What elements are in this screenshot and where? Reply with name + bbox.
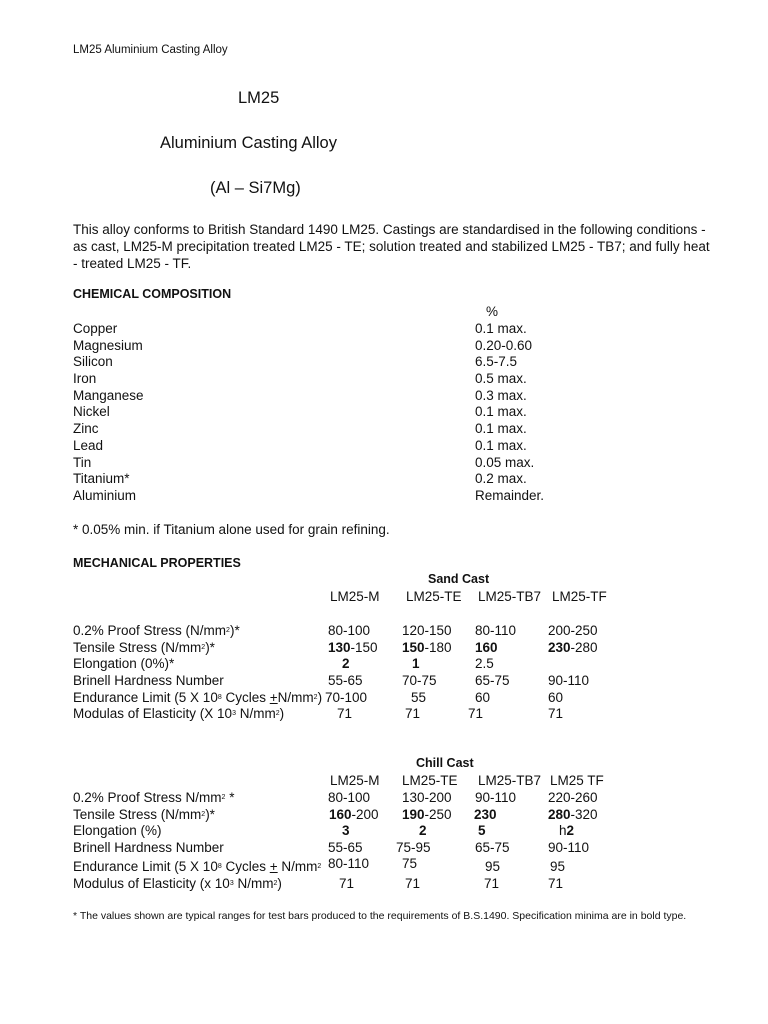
sand-brinell-value: 90-110 — [548, 673, 590, 688]
sand-endurance-value: 55 — [411, 690, 427, 705]
chill-endurance-label: Endurance Limit (5 X $10^8$ Cycles + $N/mm^2$ — [73, 859, 322, 874]
page-header: LM25 Aluminium Casting Alloy — [73, 44, 228, 56]
chem-value: 6.5-7.5 — [475, 354, 518, 369]
chill-tensile-value: 230 — [474, 807, 497, 822]
chem-value: 0.1 max. — [475, 438, 527, 453]
chill-brinell-value: 55-65 — [328, 840, 363, 855]
sand-modulus-value: 71 — [548, 706, 564, 721]
sand-tensile-value: 150-180 — [402, 640, 452, 655]
document-title: LM25 — [238, 89, 280, 107]
sand-tensile-value: 130-150 — [328, 640, 378, 655]
chem-element: Manganese — [73, 388, 144, 403]
alloy-formula: (Al – Si7Mg) — [210, 179, 301, 197]
chill-modulus-label: Modulus of Elasticity (x $10^3$ $N/mm^2$) — [73, 876, 282, 891]
sand-endurance-value: 60 — [475, 690, 491, 705]
chill-elongation-value: 3 — [342, 823, 350, 838]
chill-endurance-value: 80-110 — [328, 856, 370, 871]
mechanical-heading: MECHANICAL PROPERTIES — [73, 556, 241, 570]
sand-endurance-value: 60 — [548, 690, 564, 705]
chem-element: Magnesium — [73, 338, 143, 353]
chem-element: Silicon — [73, 354, 113, 369]
chill-endurance-value: 95 — [550, 859, 566, 874]
chill-proof-label: 0.2% Proof Stress $N/mm^2$ * — [73, 790, 235, 805]
chill-brinell-value: 75-95 — [396, 840, 431, 855]
chill-tensile-value: 280-320 — [548, 807, 598, 822]
sand-proof-value: 80-110 — [475, 623, 517, 638]
sand-elongation-label: Elongation (0%)* — [73, 656, 175, 671]
chill-tensile-label: Tensile Stress $(N/mm^2)*$ — [73, 807, 215, 822]
footnote: * The values shown are typical ranges for test bars produced to the requirements of B.S.1490. Specification minima are in bold type. — [73, 910, 687, 922]
sand-elongation-value: 2.5 — [475, 656, 494, 671]
chemical-heading: CHEMICAL COMPOSITION — [73, 287, 232, 301]
chill-modulus-value: 71 — [548, 876, 564, 891]
chem-value: 0.1 max. — [475, 404, 527, 419]
chill-brinell-value: 65-75 — [475, 840, 510, 855]
sand-elongation-value: 2 — [342, 656, 350, 671]
sand-proof-value: 80-100 — [328, 623, 371, 638]
sand-col-header: LM25-TF — [552, 589, 607, 604]
chill-brinell-label: Brinell Hardness Number — [73, 840, 224, 855]
titanium-note: * 0.05% min. if Titanium alone used for grain refining. — [73, 522, 390, 537]
chill-elongation-value: h2 — [559, 823, 575, 838]
sand-elongation-value: 1 — [412, 656, 420, 671]
sand-brinell-label: Brinell Hardness Number — [73, 673, 224, 688]
chill-proof-value: 220-260 — [548, 790, 598, 805]
sand-proof-value: 200-250 — [548, 623, 598, 638]
chill-modulus-value: 71 — [484, 876, 500, 891]
sand-modulus-value: 71 — [468, 706, 484, 721]
chill-brinell-value: 90-110 — [548, 840, 590, 855]
chill-elongation-label: Elongation (%) — [73, 823, 162, 838]
chem-element: Iron — [73, 371, 97, 386]
chill-endurance-value: 95 — [485, 859, 501, 874]
chill-col-header: LM25-TB7 — [478, 773, 542, 788]
document-subtitle: Aluminium Casting Alloy — [160, 134, 337, 152]
percent-unit: % — [486, 304, 499, 319]
sand-modulus-value: 71 — [337, 706, 353, 721]
sand-col-header: LM25-M — [330, 589, 380, 604]
sand-col-header: LM25-TE — [406, 589, 462, 604]
chem-value: 0.1 max. — [475, 321, 527, 336]
chill-tensile-value: 190-250 — [402, 807, 452, 822]
chem-element: Lead — [73, 438, 104, 453]
sand-endurance-label: Endurance Limit (5 X $10^8$ Cycles $+N/mm^2$) — [73, 690, 323, 705]
chem-element: Tin — [73, 455, 92, 470]
chem-value: 0.05 max. — [475, 455, 535, 470]
chill-modulus-value: 71 — [405, 876, 421, 891]
sand-endurance-value: 70-100 — [325, 690, 368, 705]
intro-paragraph: This alloy conforms to British Standard 1490 LM25. Castings are standardised in the following conditions - as cast, LM25-M precipitation treated LM25 - TE; solution treated and stabilized LM25 - TB7; and fully heat - treated LM25 - TF. — [73, 222, 710, 271]
chem-value: Remainder. — [475, 488, 545, 503]
sand-cast-heading: Sand Cast — [428, 572, 490, 586]
chill-elongation-value: 5 — [478, 823, 486, 838]
chill-endurance-value: 75 — [402, 856, 418, 871]
sand-modulus-value: 71 — [405, 706, 421, 721]
sand-tensile-value: 230-280 — [548, 640, 598, 655]
chem-element: Titanium* — [73, 471, 130, 486]
chill-col-header: LM25-M — [330, 773, 380, 788]
chill-proof-value: 90-110 — [475, 790, 517, 805]
chem-value: 0.1 max. — [475, 421, 527, 436]
sand-brinell-value: 65-75 — [475, 673, 510, 688]
chill-col-header: LM25 TF — [550, 773, 604, 788]
sand-brinell-value: 70-75 — [402, 673, 437, 688]
chill-modulus-value: 71 — [339, 876, 355, 891]
sand-tensile-label: Tensile Stress $(N/mm^2)*$ — [73, 640, 215, 655]
sand-tensile-value: 160 — [475, 640, 498, 655]
chill-col-header: LM25-TE — [402, 773, 458, 788]
chill-proof-value: 130-200 — [402, 790, 452, 805]
sand-col-header: LM25-TB7 — [478, 589, 542, 604]
chill-cast-heading: Chill Cast — [416, 756, 474, 770]
chill-elongation-value: 2 — [419, 823, 427, 838]
sand-modulus-label: Modulas of Elasticity (X $10^3$ $N/mm^2$) — [73, 706, 285, 721]
sand-proof-value: 120-150 — [402, 623, 452, 638]
chem-element: Aluminium — [73, 488, 137, 503]
chem-element: Nickel — [73, 404, 110, 419]
chem-value: 0.2 max. — [475, 471, 527, 486]
chill-tensile-value: 160-200 — [329, 807, 379, 822]
chem-value: 0.20-0.60 — [475, 338, 533, 353]
chem-element: Copper — [73, 321, 118, 336]
chem-value: 0.3 max. — [475, 388, 527, 403]
chill-proof-value: 80-100 — [328, 790, 371, 805]
chem-element: Zinc — [73, 421, 99, 436]
chem-value: 0.5 max. — [475, 371, 527, 386]
sand-brinell-value: 55-65 — [328, 673, 363, 688]
sand-proof-label: 0.2% Proof Stress $(N/mm^2)*$ — [73, 623, 240, 638]
